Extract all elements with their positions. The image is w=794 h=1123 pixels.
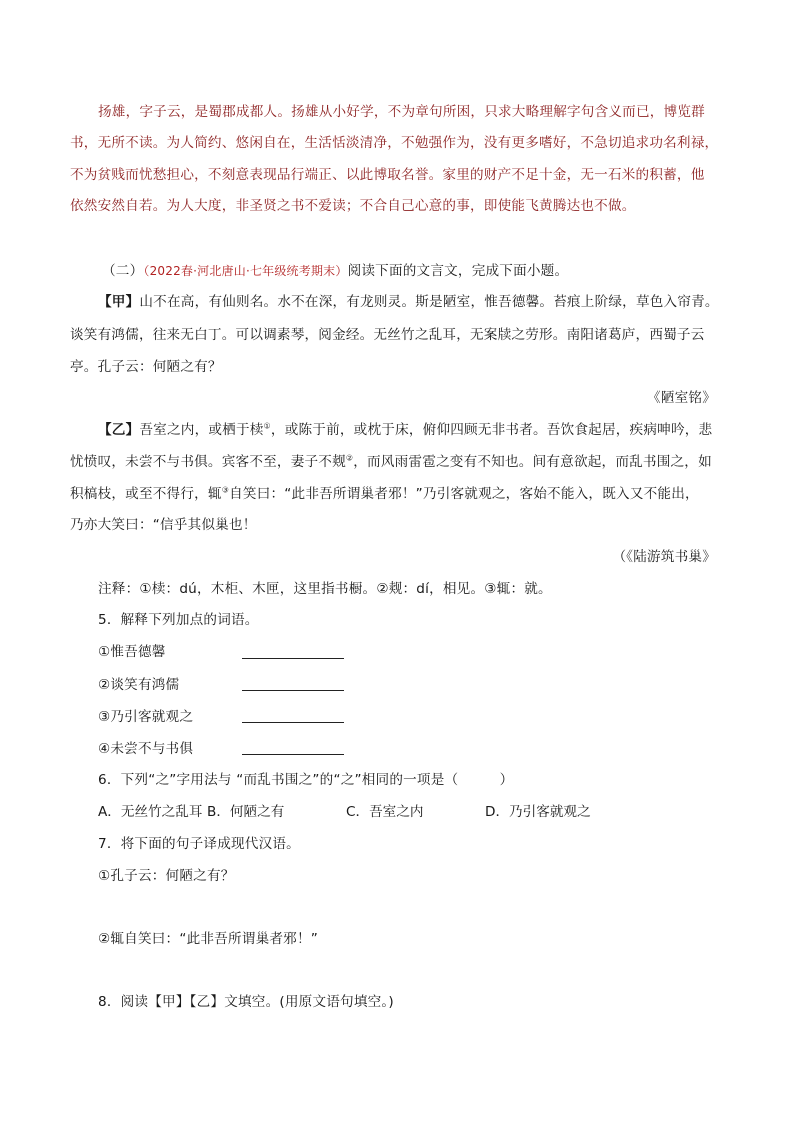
q5-answer-line-2[interactable] <box>242 690 344 691</box>
jia-line-3: 亭。孔子云：何陋之有？ <box>70 359 222 375</box>
yi-text-2b: ，而风雨雷雹之变有不知也。间有意欲起，而乱书围之，如 <box>353 454 712 470</box>
q5-item-2: ②谈笑有鸿儒 <box>98 677 180 693</box>
yi-line-1 <box>98 421 712 439</box>
translation-line-4: 依然安然自若。为人大度，非圣贤之书不爱读；不合自己心意的事，即使能飞黄腾达也不做。 <box>70 198 636 214</box>
yi-text-1a: 吾室之内，或栖于椟 <box>139 422 264 438</box>
section-2-header <box>102 262 568 280</box>
translation-line-1: 扬雄，字子云，是蜀郡成都人。扬雄从小好学，不为章句所困，只求大略理解字句含义而已，博览群 <box>98 104 705 120</box>
section-instruction: 阅读下面的文言文，完成下面小题。 <box>347 263 569 279</box>
q5-answer-line-1[interactable] <box>242 658 344 659</box>
q7-item-2: ②辄自笑曰：“此非吾所谓巢者邪！” <box>98 931 318 947</box>
jia-line-2: 谈笑有鸿儒，往来无白丁。可以调素琴，阅金经。无丝竹之乱耳，无案牍之劳形。南阳诸葛庐，西蜀子云 <box>70 327 705 343</box>
yi-title: （《陆游筑书巢》 <box>612 549 716 565</box>
q5-answer-line-4[interactable] <box>242 754 344 755</box>
jia-title: 《陋室铭》 <box>647 390 716 406</box>
q6-option-d[interactable]: D．乃引客就观之 <box>485 804 591 820</box>
q5-answer-line-3[interactable] <box>242 722 344 723</box>
yi-tag: 【乙】 <box>98 422 140 438</box>
q6-option-c[interactable]: C．吾室之内 <box>346 804 424 820</box>
translation-line-2: 书，无所不读。为人简约、悠闲自在，生活恬淡清净，不勉强作为，没有更多嗜好，不急切追求功名利禄， <box>70 135 719 151</box>
q8-stem: 8．阅读【甲】【乙】文填空。(用原文语句填空。) <box>98 994 394 1010</box>
yi-line-3 <box>70 485 699 503</box>
notes: 注释：①椟：dú，木柜、木匣，这里指书橱。②觌：dí，相见。③辄：就。 <box>98 581 552 597</box>
section-source: （2022春·河北唐山·七年级统考期末） <box>143 264 348 278</box>
q7-stem: 7．将下面的句子译成现代汉语。 <box>98 836 300 852</box>
q5-item-4: ④未尝不与书俱 <box>98 741 194 757</box>
jia-line-1 <box>98 293 719 311</box>
q5-stem: 5．解释下列加点的词语。 <box>98 612 259 628</box>
translation-line-3: 不为贫贱而忧愁担心，不刻意表现品行端正、以此博取名誉。家里的财产不足十金，无一石米的积蓄，他 <box>70 167 705 183</box>
yi-line-2 <box>70 453 712 471</box>
yi-text-2a: 忧愤叹，未尝不与书俱。宾客不至，妻子不觌 <box>70 454 346 470</box>
section-number: （二） <box>102 263 144 279</box>
jia-text-1: 山不在高，有仙则名。水不在深，有龙则灵。斯是陋室，惟吾德馨。苔痕上阶绿，草色入帘青。 <box>139 294 719 310</box>
footnote-2: ② <box>345 453 354 463</box>
footnote-1: ① <box>263 421 271 431</box>
q5-item-3: ③乃引客就观之 <box>98 709 194 725</box>
yi-text-1b: ，或陈于前，或枕于床，俯仰四顾无非书者。吾饮食起居，疾病呻吟，悲 <box>270 422 713 438</box>
q5-item-1: ①惟吾德馨 <box>98 644 166 660</box>
q6-stem: 6．下列“之”字用法与 “而乱书围之”的“之”相同的一项是（ ） <box>98 772 514 788</box>
q7-item-1: ①孔子云：何陋之有？ <box>98 868 235 884</box>
yi-text-3b: 自笑曰：“此非吾所谓巢者邪！”乃引客就观之，客始不能入，既入又不能出， <box>229 486 699 502</box>
q6-option-a[interactable]: A．无丝竹之乱耳 <box>98 804 203 820</box>
yi-line-4: 乃亦大笑曰：“信乎其似巢也！ <box>70 517 257 533</box>
jia-tag: 【甲】 <box>98 294 140 310</box>
yi-text-3a: 积槁枝，或至不得行，辄 <box>70 486 222 502</box>
q6-option-b[interactable]: B．何陋之有 <box>207 804 285 820</box>
footnote-3: ③ <box>221 485 230 495</box>
